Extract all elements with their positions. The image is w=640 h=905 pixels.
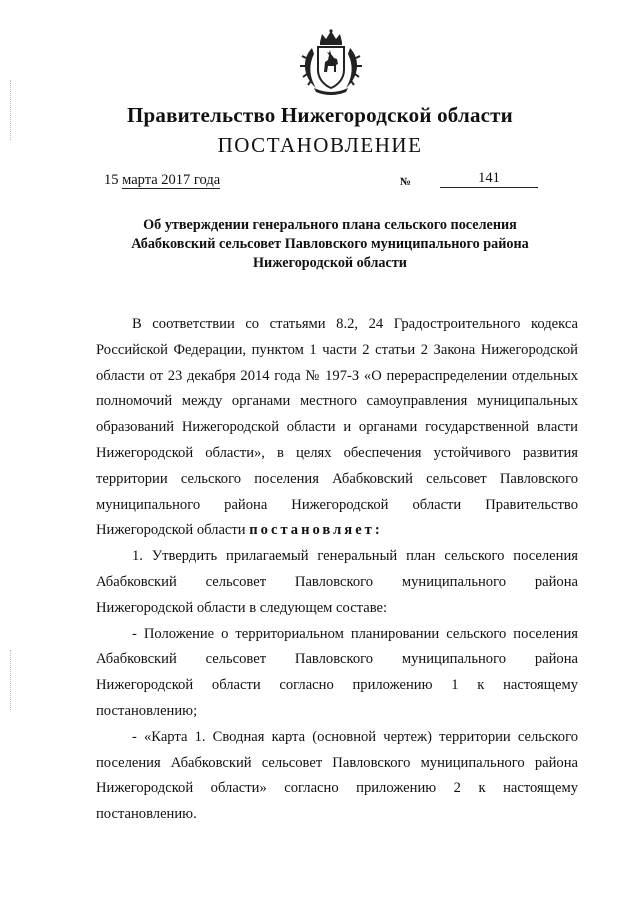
document-number: 141 bbox=[440, 170, 538, 188]
scan-margin-mark bbox=[10, 650, 12, 710]
preamble-text: В соответствии со статьями 8.2, 24 Градостроительного кодекса Российской Федерации, пунктом 1 части 2 статьи 2 Закона Нижегородской области от 23 декабря 2014 года № 197-З «О перераспределении отдельных полномочий между органами местного самоуправления муниципальных образований Нижегородской области и органами государственной власти Нижегородской области», в целях обеспечения устойчивого развития территории сельского поселения Абабковский сельсовет Павловского муниципального района Нижегородской области Правительство Нижегородской области bbox=[96, 316, 578, 539]
document-body bbox=[96, 312, 578, 828]
coat-of-arms-icon bbox=[298, 28, 364, 96]
document-type: ПОСТАНОВЛЕНИЕ bbox=[217, 133, 423, 157]
document-date bbox=[104, 172, 220, 189]
government-title: Правительство Нижегородской области bbox=[127, 103, 513, 127]
document-subject bbox=[110, 216, 550, 273]
paragraph-preamble bbox=[96, 312, 578, 544]
resolving-verb: постановляет: bbox=[249, 522, 383, 539]
paragraph-item-1-part-2: - «Карта 1. Сводная карта (основной чертеж) территории сельского поселения Абабковский сельсовет Павловского муниципального района Нижегородской области» согласно приложению 2 к настоящему постановлению. bbox=[96, 728, 578, 823]
paragraph-item-1: 1. Утвердить прилагаемый генеральный план сельского поселения Абабковский сельсовет Павловского муниципального района Нижегородской области в следующем составе: bbox=[96, 548, 578, 616]
number-label: № bbox=[400, 176, 412, 188]
date-day: 15 bbox=[104, 172, 119, 188]
subject-line: Абабковский сельсовет Павловского муниципального района bbox=[131, 236, 529, 252]
paragraph-item-1-part-1: - Положение о территориальном планировании сельского поселения Абабковский сельсовет Павловского муниципального района Нижегородской области согласно приложению 1 к настоящему постановлению; bbox=[96, 625, 578, 719]
subject-line: Об утверждении генерального плана сельского поселения bbox=[143, 217, 517, 233]
subject-line: Нижегородской области bbox=[253, 255, 407, 271]
date-month-year: марта 2017 года bbox=[122, 172, 221, 188]
